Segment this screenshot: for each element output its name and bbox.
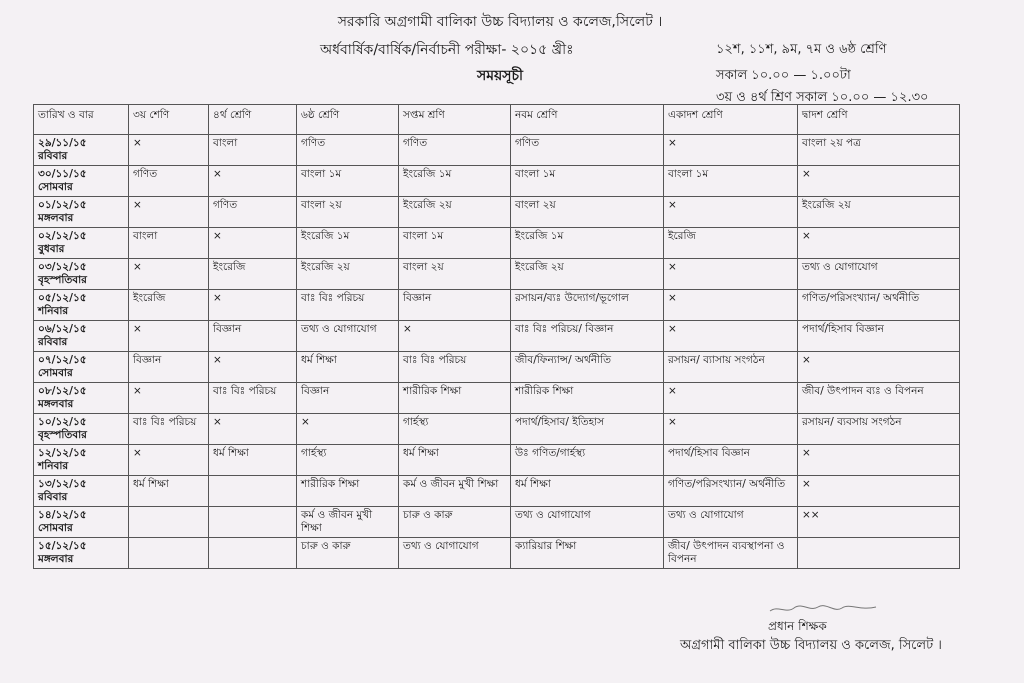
day-value: সোমবার [38, 181, 73, 193]
date-value: ১৪/১২/১৫ [38, 509, 87, 521]
date-value: ১৫/১২/১৫ [38, 540, 87, 552]
table-row [34, 197, 960, 228]
date-cell [34, 383, 129, 414]
subject-cell-c11: পদার্থ/হিসাব বিজ্ঞান [664, 445, 798, 476]
subject-cell-c6: বাঃ বিঃ পরিচয় [297, 290, 399, 321]
subject-cell-c4 [209, 538, 297, 569]
subject-cell-c4: × [209, 290, 297, 321]
date-cell [34, 507, 129, 538]
day-value: শনিবার [38, 460, 69, 472]
subject-cell-c4: × [209, 228, 297, 259]
subject-cell-c6: শারীরিক শিক্ষা [297, 476, 399, 507]
subject-cell-c7: শারীরিক শিক্ষা [399, 383, 511, 414]
date-value: ১৩/১২/১৫ [38, 478, 87, 490]
headmaster-designation: প্রধান শিক্ষক [768, 619, 827, 633]
date-cell [34, 259, 129, 290]
subject-cell-c7: বিজ্ঞান [399, 290, 511, 321]
subject-cell-c12: জীব/ উৎপাদন ব্যঃ ও বিপনন [798, 383, 960, 414]
subject-cell-c3: বিজ্ঞান [129, 352, 209, 383]
subject-cell-c12: × [798, 476, 960, 507]
subject-cell-c12: × [798, 228, 960, 259]
subject-cell-c9: বাংলা ২য় [511, 197, 664, 228]
date-value: ১০/১২/১৫ [38, 416, 87, 428]
subject-cell-c11: তথ্য ও যোগাযোগ [664, 507, 798, 538]
subject-cell-c3: বাঃ বিঃ পরিচয় [129, 414, 209, 445]
subject-cell-c6: ইংরেজি ২য় [297, 259, 399, 290]
subject-cell-c11: গণিত/পরিসংখ্যান/ অর্থনীতি [664, 476, 798, 507]
subject-cell-c4: বাঃ বিঃ পরিচয় [209, 383, 297, 414]
subject-cell-c3: × [129, 321, 209, 352]
subject-cell-c3: গণিত [129, 166, 209, 197]
subject-cell-c7: চারু ও কারু [399, 507, 511, 538]
subject-cell-c4: × [209, 166, 297, 197]
col-header-class9: নবম শ্রেণি [511, 105, 664, 135]
signature-mark [768, 602, 878, 616]
subject-cell-c3: ধর্ম শিক্ষা [129, 476, 209, 507]
day-value: সোমবার [38, 367, 73, 379]
table-row [34, 538, 960, 569]
day-value: মঙ্গলবার [38, 398, 74, 410]
date-value: ০৬/১২/১৫ [38, 323, 87, 335]
table-row [34, 228, 960, 259]
subject-cell-c9: ইংরেজি ১ম [511, 228, 664, 259]
subject-cell-c9: রসায়ন/ব্যঃ উদ্যোগ/ভূগোল [511, 290, 664, 321]
subject-cell-c11: ইরেজি [664, 228, 798, 259]
subject-cell-c3 [129, 538, 209, 569]
table-row [34, 383, 960, 414]
col-header-class6: ৬ষ্ঠ শ্রেণি [297, 105, 399, 135]
subject-cell-c9: জীব/ফিন্যান্স/ অর্থনীতি [511, 352, 664, 383]
subject-cell-c4 [209, 476, 297, 507]
table-row [34, 507, 960, 538]
subject-cell-c7: বাংলা ২য় [399, 259, 511, 290]
subject-cell-c6: × [297, 414, 399, 445]
subject-cell-c11: × [664, 321, 798, 352]
subject-cell-c12: ×× [798, 507, 960, 538]
subject-cell-c3: বাংলা [129, 228, 209, 259]
subject-cell-c12 [798, 538, 960, 569]
table-row [34, 414, 960, 445]
subject-cell-c11: × [664, 290, 798, 321]
subject-cell-c3: × [129, 197, 209, 228]
subject-cell-c6: তথ্য ও যোগাযোগ [297, 321, 399, 352]
date-cell [34, 352, 129, 383]
time-line-1: সকাল ১০.০০ — ১.০০টা [716, 68, 851, 83]
subject-cell-c11: বাংলা ১ম [664, 166, 798, 197]
date-value: ০৮/১২/১৫ [38, 385, 87, 397]
subject-cell-c9: তথ্য ও যোগাযোগ [511, 507, 664, 538]
day-value: মঙ্গলবার [38, 553, 74, 565]
subject-cell-c12: গণিত/পরিসংখ্যান/ অর্থনীতি [798, 290, 960, 321]
subject-cell-c9: ক্যারিয়ার শিক্ষা [511, 538, 664, 569]
day-value: বৃহস্পতিবার [38, 274, 87, 286]
date-value: ০৭/১২/১৫ [38, 354, 87, 366]
subject-cell-c12: × [798, 352, 960, 383]
day-value: রবিবার [38, 150, 68, 162]
subject-cell-c4: বিজ্ঞান [209, 321, 297, 352]
subject-cell-c9: গণিত [511, 135, 664, 166]
school-name-footer: অগ্রগামী বালিকা উচ্চ বিদ্যালয় ও কলেজ, সিলেট । [680, 638, 942, 653]
day-value: সোমবার [38, 522, 73, 534]
exam-title: অর্ধবার্ষিক/বার্ষিক/নির্বাচনী পরীক্ষা- ২০১৫ খ্রীঃ [320, 42, 574, 58]
subject-cell-c12: ইংরেজি ২য় [798, 197, 960, 228]
subject-cell-c9: পদার্থ/হিসাব/ ইতিহাস [511, 414, 664, 445]
date-cell [34, 414, 129, 445]
subject-cell-c4: গণিত [209, 197, 297, 228]
table-row [34, 166, 960, 197]
subject-cell-c12: পদার্থ/হিসাব বিজ্ঞান [798, 321, 960, 352]
table-row [34, 259, 960, 290]
subject-cell-c9: বাঃ বিঃ পরিচয়/ বিজ্ঞান [511, 321, 664, 352]
subject-cell-c4: ধর্ম শিক্ষা [209, 445, 297, 476]
date-cell [34, 197, 129, 228]
subject-cell-c11: × [664, 197, 798, 228]
day-value: মঙ্গলবার [38, 212, 74, 224]
date-value: ০৫/১২/১৫ [38, 292, 87, 304]
subject-cell-c4: বাংলা [209, 135, 297, 166]
subject-cell-c12: × [798, 166, 960, 197]
date-cell [34, 321, 129, 352]
subject-cell-c9: ইংরেজি ২য় [511, 259, 664, 290]
subject-cell-c4: × [209, 414, 297, 445]
subject-cell-c7: বাংলা ১ম [399, 228, 511, 259]
table-row [34, 476, 960, 507]
subject-cell-c9: উঃ গণিত/গার্হস্থ্য [511, 445, 664, 476]
date-value: ০৩/১২/১৫ [38, 261, 87, 273]
date-cell [34, 445, 129, 476]
subject-cell-c7: ইংরেজি ২য় [399, 197, 511, 228]
day-value: বুধবার [38, 243, 65, 255]
table-header-row [34, 105, 960, 135]
table-row [34, 352, 960, 383]
subject-cell-c3: × [129, 383, 209, 414]
subject-cell-c6: ধর্ম শিক্ষা [297, 352, 399, 383]
date-cell [34, 166, 129, 197]
subject-cell-c12: × [798, 445, 960, 476]
date-value: ০২/১২/১৫ [38, 230, 87, 242]
subject-cell-c11: × [664, 135, 798, 166]
subject-cell-c4 [209, 507, 297, 538]
routine-subtitle: সময়সূচী [476, 68, 524, 84]
col-header-date: তারিখ ও বার [34, 105, 129, 135]
date-cell [34, 476, 129, 507]
subject-cell-c6: গার্হস্থ্য [297, 445, 399, 476]
date-cell [34, 228, 129, 259]
subject-cell-c6: ইংরেজি ১ম [297, 228, 399, 259]
subject-cell-c11: × [664, 259, 798, 290]
col-header-class4: ৪র্থ শ্রেণি [209, 105, 297, 135]
subject-cell-c7: তথ্য ও যোগাযোগ [399, 538, 511, 569]
subject-cell-c7: ইংরেজি ১ম [399, 166, 511, 197]
subject-cell-c3: × [129, 445, 209, 476]
col-header-class11: একাদশ শ্রেণি [664, 105, 798, 135]
subject-cell-c6: গণিত [297, 135, 399, 166]
subject-cell-c7: গার্হস্থ্য [399, 414, 511, 445]
subject-cell-c7: কর্ম ও জীবন মুখী শিক্ষা [399, 476, 511, 507]
subject-cell-c9: বাংলা ১ম [511, 166, 664, 197]
subject-cell-c11: রসায়ন/ ব্যাসায় সংগঠন [664, 352, 798, 383]
subject-cell-c9: ধর্ম শিক্ষা [511, 476, 664, 507]
date-value: ৩০/১১/১৫ [38, 168, 87, 180]
subject-cell-c6: বাংলা ১ম [297, 166, 399, 197]
subject-cell-c11: × [664, 383, 798, 414]
date-cell [34, 538, 129, 569]
table-row [34, 321, 960, 352]
time-line-2: ৩য় ও ৪র্থ শ্রিণ সকাল ১০.০০ — ১২.৩০ [716, 90, 929, 105]
subject-cell-c4: × [209, 352, 297, 383]
day-value: রবিবার [38, 491, 68, 503]
subject-cell-c6: কর্ম ও জীবন মুখী শিক্ষা [297, 507, 399, 538]
subject-cell-c11: জীব/ উৎপাদন ব্যবস্থাপনা ও বিপনন [664, 538, 798, 569]
subject-cell-c7: × [399, 321, 511, 352]
table-row [34, 135, 960, 166]
date-value: ০১/১২/১৫ [38, 199, 87, 211]
table-row [34, 290, 960, 321]
subject-cell-c3: × [129, 135, 209, 166]
date-cell [34, 135, 129, 166]
day-value: রবিবার [38, 336, 68, 348]
day-value: শনিবার [38, 305, 69, 317]
subject-cell-c11: × [664, 414, 798, 445]
col-header-class7: সপ্তম শ্রণি [399, 105, 511, 135]
subject-cell-c3 [129, 507, 209, 538]
exam-routine-table [33, 104, 960, 569]
subject-cell-c3: × [129, 259, 209, 290]
subject-cell-c6: চারু ও কারু [297, 538, 399, 569]
subject-cell-c7: বাঃ বিঃ পরিচয় [399, 352, 511, 383]
table-row [34, 445, 960, 476]
subject-cell-c4: ইংরেজি [209, 259, 297, 290]
subject-cell-c6: বিজ্ঞান [297, 383, 399, 414]
subject-cell-c9: শারীরিক শিক্ষা [511, 383, 664, 414]
subject-cell-c3: ইংরেজি [129, 290, 209, 321]
subject-cell-c12: তথ্য ও যোগাযোগ [798, 259, 960, 290]
col-header-class3: ৩য় শেণি [129, 105, 209, 135]
col-header-class12: দ্বাদশ শ্রেণি [798, 105, 960, 135]
subject-cell-c6: বাংলা ২য় [297, 197, 399, 228]
classes-line: ১২শ, ১১শ, ৯ম, ৭ম ও ৬ষ্ঠ শ্রেণি [716, 42, 887, 57]
subject-cell-c7: ধর্ম শিক্ষা [399, 445, 511, 476]
subject-cell-c7: গণিত [399, 135, 511, 166]
subject-cell-c12: রসায়ন/ ব্যবসায় সংগঠন [798, 414, 960, 445]
school-title: সরকারি অগ্রগামী বালিকা উচ্চ বিদ্যালয় ও কলেজ,সিলেট । [337, 14, 663, 30]
day-value: বৃহস্পতিবার [38, 429, 87, 441]
date-value: ১২/১২/১৫ [38, 447, 87, 459]
date-value: ২৯/১১/১৫ [38, 137, 87, 149]
date-cell [34, 290, 129, 321]
subject-cell-c12: বাংলা ২য় পত্র [798, 135, 960, 166]
